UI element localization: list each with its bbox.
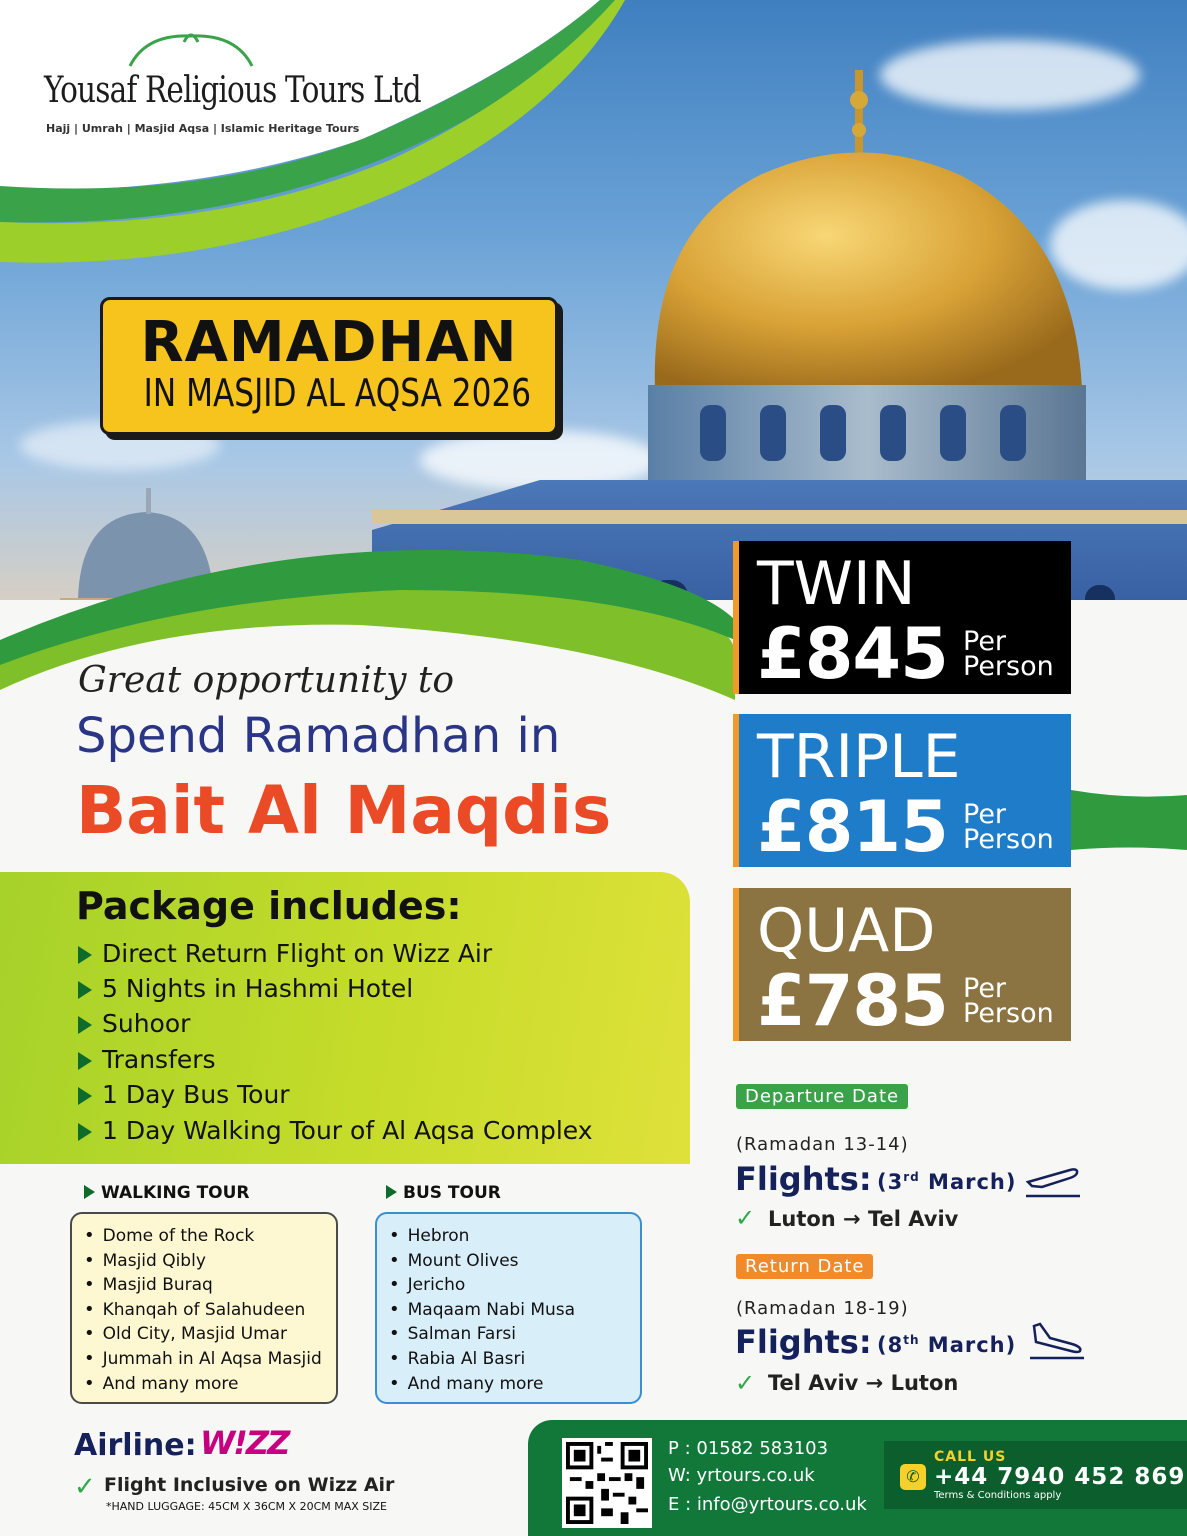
brand-tagline: Hajj | Umrah | Masjid Aqsa | Islamic Heritage Tours — [46, 122, 360, 135]
list-item: • And many more — [389, 1372, 640, 1397]
list-item: • Masjid Qibly — [84, 1249, 336, 1274]
qr-code-icon[interactable] — [562, 1438, 652, 1528]
list-item: • Mount Olives — [389, 1249, 640, 1274]
departure-route: Luton → Tel Aviv — [768, 1207, 959, 1231]
list-item: • Old City, Masjid Umar — [84, 1322, 336, 1347]
list-item: • Hebron — [389, 1224, 640, 1249]
price-value: £785 — [757, 960, 948, 1042]
list-item: • Jericho — [389, 1273, 640, 1298]
triangle-bullet-icon — [78, 1052, 92, 1070]
headline-line2: Bait Al Maqdis — [76, 772, 612, 849]
list-item: • And many more — [84, 1372, 336, 1397]
departure-flight-date: (3rd March) — [877, 1170, 1017, 1194]
contact-website[interactable]: W: yrtours.co.uk — [668, 1465, 815, 1486]
price-box-twin — [733, 541, 1071, 694]
list-item: • Rabia Al Basri — [389, 1347, 640, 1372]
price-value: £815 — [757, 786, 948, 868]
list-item: • Jummah in Al Aqsa Masjid — [84, 1347, 336, 1372]
package-item: Suhoor — [78, 1009, 190, 1038]
package-title: Package includes: — [76, 884, 462, 928]
price-box-triple — [733, 714, 1071, 867]
wizz-air-logo: W!ZZ — [200, 1424, 289, 1462]
walking-tour-box — [70, 1212, 338, 1404]
triangle-bullet-icon — [78, 1087, 92, 1105]
departure-ramadan-days: (Ramadan 13-14) — [736, 1134, 909, 1155]
return-flights-label: Flights: — [735, 1323, 872, 1361]
contact-email[interactable]: E : info@yrtours.co.uk — [668, 1494, 867, 1515]
triangle-bullet-icon — [84, 1185, 95, 1199]
per-person-label: Per Person — [963, 626, 1054, 682]
departure-date-label: Departure Date — [736, 1084, 908, 1109]
list-item: • Dome of the Rock — [84, 1224, 336, 1249]
phone-icon: ✆ — [900, 1464, 926, 1490]
check-icon: ✓ — [735, 1369, 756, 1397]
triangle-bullet-icon — [386, 1185, 397, 1199]
title-badge-line1: RAMADHAN — [140, 310, 518, 375]
room-type: TWIN — [757, 549, 916, 619]
triangle-bullet-icon — [78, 946, 92, 964]
headline-intro: Great opportunity to — [78, 660, 455, 701]
list-item: • Khanqah of Salahudeen — [84, 1298, 336, 1323]
triangle-bullet-icon — [78, 981, 92, 999]
package-item: Transfers — [78, 1045, 216, 1074]
list-item: • Maqaam Nabi Musa — [389, 1298, 640, 1323]
triangle-bullet-icon — [78, 1016, 92, 1034]
mosque-dome-logo-icon — [126, 28, 256, 70]
departure-flights-label: Flights: — [735, 1160, 872, 1198]
return-flight-date: (8th March) — [877, 1333, 1017, 1357]
bus-tour-box — [375, 1212, 642, 1404]
call-us-number[interactable]: +44 7940 452 869 — [934, 1464, 1186, 1490]
price-box-quad — [733, 888, 1071, 1041]
title-badge — [100, 297, 558, 435]
return-ramadan-days: (Ramadan 18-19) — [736, 1298, 909, 1319]
package-item: 1 Day Bus Tour — [78, 1080, 290, 1109]
list-item: • Salman Farsi — [389, 1322, 640, 1347]
check-icon: ✓ — [74, 1472, 96, 1502]
plane-landing-icon — [1026, 1320, 1086, 1362]
title-badge-line2: IN MASJID AL AQSA 2026 — [143, 371, 532, 415]
per-person-label: Per Person — [963, 799, 1054, 855]
price-value: £845 — [757, 613, 948, 695]
package-item: Direct Return Flight on Wizz Air — [78, 939, 492, 968]
airline-label: Airline: — [74, 1428, 197, 1463]
headline-line1: Spend Ramadhan in — [76, 708, 561, 764]
room-type: QUAD — [757, 896, 936, 966]
triangle-bullet-icon — [78, 1123, 92, 1141]
package-item: 1 Day Walking Tour of Al Aqsa Complex — [78, 1116, 593, 1145]
list-item: • Masjid Buraq — [84, 1273, 336, 1298]
room-type: TRIPLE — [757, 722, 961, 792]
walking-tour-heading: WALKING TOUR — [84, 1183, 250, 1203]
return-date-label: Return Date — [736, 1254, 873, 1279]
contact-phone[interactable]: P : 01582 583103 — [668, 1438, 829, 1459]
call-us-label: CALL US — [934, 1449, 1007, 1465]
brand-name: Yousaf Religious Tours Ltd — [44, 70, 421, 111]
return-route: Tel Aviv → Luton — [768, 1371, 959, 1395]
terms-note: Terms & Conditions apply — [934, 1490, 1062, 1501]
plane-takeoff-icon — [1022, 1160, 1082, 1200]
bus-tour-heading: BUS TOUR — [386, 1183, 501, 1203]
flight-inclusive-text: Flight Inclusive on Wizz Air — [104, 1474, 395, 1496]
hand-luggage-note: *HAND LUGGAGE: 45CM X 36CM X 20CM MAX SIZE — [106, 1500, 387, 1513]
per-person-label: Per Person — [963, 973, 1054, 1029]
package-item: 5 Nights in Hashmi Hotel — [78, 974, 413, 1003]
check-icon: ✓ — [735, 1204, 756, 1232]
